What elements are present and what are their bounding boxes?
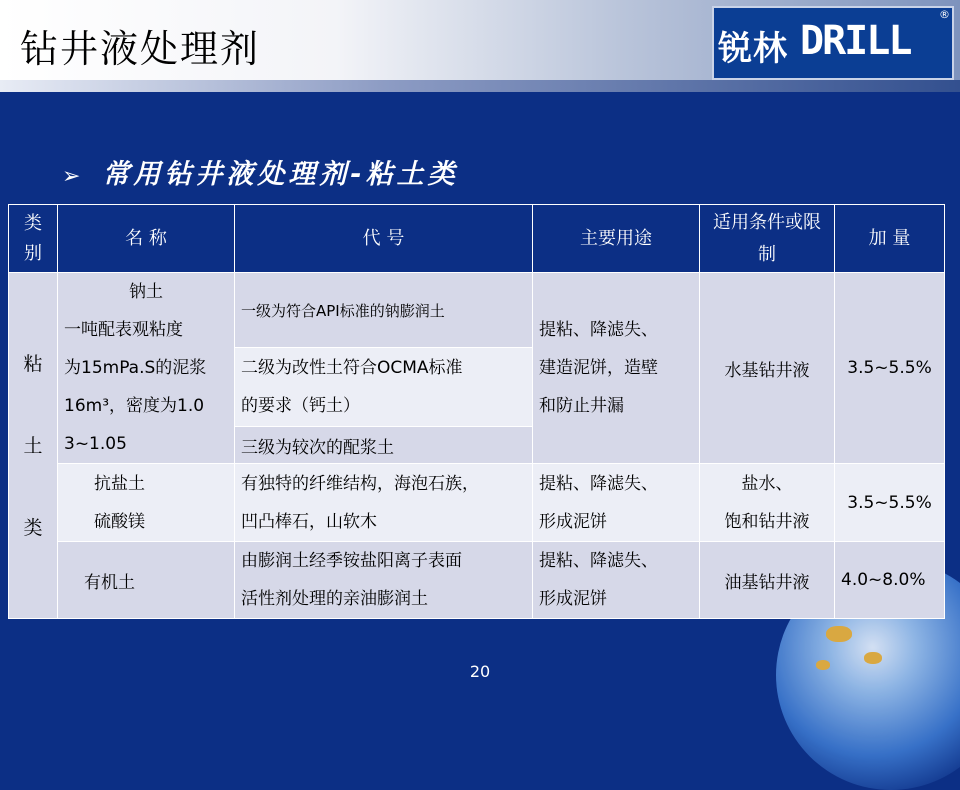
row-3-usage: 提粘、降滤失、 形成泥饼 xyxy=(533,542,700,619)
row-2-code: 有独特的纤维结构，海泡石族， 凹凸棒石，山软木 xyxy=(235,464,533,542)
category-char: 粘 xyxy=(23,352,43,375)
header-category: 类别 xyxy=(9,205,58,273)
row-3-condition: 油基钻井液 xyxy=(700,542,835,619)
category-cell xyxy=(9,273,58,619)
row-1-dosage: 3.5~5.5% xyxy=(835,273,945,464)
header-dosage: 加 量 xyxy=(835,205,945,273)
row-1-name: 钠土 一吨配表观粘度 为15mPa.S的泥浆 16m³，密度为1.0 3~1.05 xyxy=(58,273,235,464)
row-3-dosage: 4.0~8.0% xyxy=(835,542,945,619)
page-number: 20 xyxy=(469,662,491,681)
company-logo xyxy=(712,6,954,80)
row-1-condition: 水基钻井液 xyxy=(700,273,835,464)
row-3-code: 由膨润土经季铵盐阳离子表面 活性剂处理的亲油膨润土 xyxy=(235,542,533,619)
logo-english-text: DRILL xyxy=(800,18,911,64)
row-1-usage: 提粘、降滤失、 建造泥饼，造壁 和防止井漏 xyxy=(533,273,700,464)
header-name: 名 称 xyxy=(58,205,235,273)
logo-chinese-text: 锐林 xyxy=(718,29,788,69)
header-condition: 适用条件或限制 xyxy=(700,205,835,273)
title-banner xyxy=(0,0,960,80)
category-char: 类 xyxy=(23,516,43,539)
title-underline-bar xyxy=(0,80,960,92)
header-code: 代 号 xyxy=(235,205,533,273)
row-2-dosage: 3.5~5.5% xyxy=(835,464,945,542)
row-1-code-grade-1: 一级为符合API标准的钠膨润土 xyxy=(235,273,533,348)
row-2-name: 抗盐土 硫酸镁 xyxy=(58,464,235,542)
section-heading xyxy=(62,152,459,191)
category-char: 土 xyxy=(23,434,43,457)
row-2-condition: 盐水、 饱和钻井液 xyxy=(700,464,835,542)
row-3-name: 有机土 xyxy=(58,542,235,619)
bullet-arrow-icon: ➢ xyxy=(62,164,85,189)
slide-title: 钻井液处理剂 xyxy=(20,27,261,71)
registered-mark: ® xyxy=(939,8,950,21)
row-1-code-grade-3: 三级为较次的配浆土 xyxy=(235,427,533,464)
header-usage: 主要用途 xyxy=(533,205,700,273)
row-2-usage: 提粘、降滤失、 形成泥饼 xyxy=(533,464,700,542)
clay-additives-table xyxy=(8,204,945,619)
section-heading-text: 常用钻井液处理剂-粘土类 xyxy=(102,159,459,190)
row-1-code-grade-2: 二级为改性土符合OCMA标准 的要求（钙土） xyxy=(235,348,533,427)
